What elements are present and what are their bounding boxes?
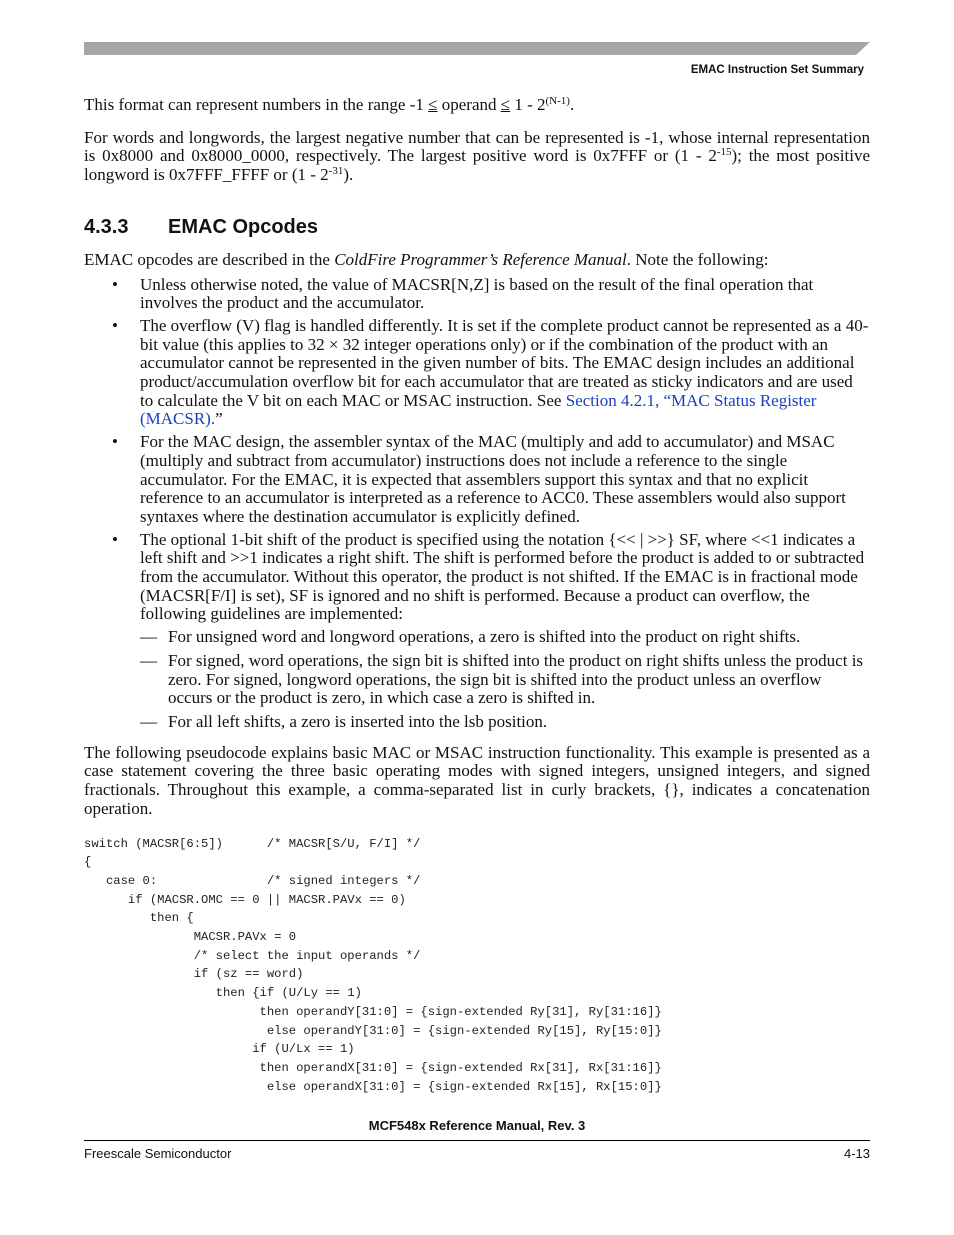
paragraph-text: . Note the following: xyxy=(626,249,769,269)
list-item xyxy=(112,652,870,708)
section-intro xyxy=(84,251,870,270)
word-range-paragraph xyxy=(84,129,870,185)
shift-guidelines-list xyxy=(112,628,870,732)
section-title: EMAC Opcodes xyxy=(168,215,319,238)
range-text: 1 - 2 xyxy=(510,95,546,114)
list-item-text: For signed, word operations, the sign bit is shifted into the product on right shifts unless the product is zero. For signed, longword operations, the sign bit is shifted into the product unless an overflow occurs or the product is zero, in which case a zero is shifted in. xyxy=(168,650,864,708)
bullet-icon: • xyxy=(112,432,118,452)
le-symbol: ≤ xyxy=(428,95,438,114)
list-item xyxy=(112,713,870,732)
running-header: EMAC Instruction Set Summary xyxy=(690,64,864,76)
list-item-text: Unless otherwise noted, the value of MACSR[N,Z] is based on the result of the final operation that involves the product and the accumulator. xyxy=(140,274,814,313)
superscript: -15 xyxy=(716,146,732,159)
pseudocode-block: switch (MACSR[6:5]) /* MACSR[S/U, F/I] */ { case 0: /* signed integers */ if (MACSR.OMC == 0 || MACSR.PAVx == 0) then { MACSR.PAVx = 0 /* select the input operands */ if (sz == word) then {if (U/Ly == 1) then operandY[31:0] = {sign-extended Ry[31], Ry[31:16]} else operandY[31:0] = {sign-extended Ry[15], Ry[15:0]} if (U/Lx == 1) then operandX[31:0] = {sign-extended Rx[31], Rx[31:16]} else operandX[31:0] = {sign-extended Rx[15], Rx[15:0]} xyxy=(84,836,662,1094)
list-item xyxy=(84,276,870,313)
range-text: This format can represent numbers in the range -1 xyxy=(84,95,429,114)
header-bar xyxy=(84,42,870,55)
list-item-text: The optional 1-bit shift of the product is specified using the notation {<< | >>} SF, where <<1 indicates a left shift and >>1 indicates a right shift. The shift is performed before the product is added to or subtracted from the accumulator. Without this operator, the product is not shifted. If the EMAC is in fractional mode (MACSR[F/I] is set), SF is ignored and no shift is performed. Because a product can overflow, the following guidelines are implemented: xyxy=(140,529,865,624)
section-heading xyxy=(84,215,870,239)
list-item-text: ” xyxy=(215,409,223,429)
paragraph-text: ); the most positive longword is 0x7FFF_FFFF or (1 - 2 xyxy=(84,146,870,185)
section-number: 4.3.3 xyxy=(84,215,129,238)
macsr-section-link[interactable]: Section 4.2.1, “MAC Status Register (MACSR). xyxy=(140,390,817,429)
opcode-notes-list xyxy=(84,276,870,732)
superscript: -31 xyxy=(328,165,344,178)
paragraph-text: EMAC opcodes are described in the xyxy=(84,249,335,269)
range-text: . xyxy=(569,95,575,114)
bullet-icon: • xyxy=(112,274,118,294)
list-item-text: For the MAC design, the assembler syntax of the MAC (multiply and add to accumulator) and MSAC (multiply and subtract from accumulator) instructions does not include a reference to the single accumulator. For the EMAC, it is expected that assemblers support this syntax and that no explicit reference to an accumulator is interpreted as a reference to ACC0. These assemblers would also support syntaxes where the destination accumulator is explicitly defined. xyxy=(140,432,846,526)
range-paragraph xyxy=(84,96,870,115)
bullet-icon: • xyxy=(112,315,118,335)
header-bar-shape xyxy=(84,42,870,55)
manual-reference: ColdFire Programmer’s Reference Manual xyxy=(334,249,627,269)
bullet-icon: • xyxy=(112,529,118,549)
list-item-text: The overflow (V) flag is handled differently. It is set if the complete product cannot be represented as a 40-bit value (this applies to 32 × 32 integer operations only) or if the combination of the product with an accumulator cannot be represented in the given number of bits. The EMAC design includes an additional product/accumulation overflow bit for each accumulator that are treated as sticky indicators and are used to calculate the V bit on each MAC or MSAC instruction. See xyxy=(140,315,869,410)
dash-icon: — xyxy=(140,650,157,670)
paragraph-text: For words and longwords, the largest negative number that can be represented is -1, whose internal representation is 0x8000 and 0x8000_0000, respectively. The largest positive word is 0x7FFF or (1 - 2 xyxy=(84,127,870,166)
list-item xyxy=(84,317,870,429)
footer-manual-title: MCF548x Reference Manual, Rev. 3 xyxy=(368,1118,586,1133)
superscript: (N-1) xyxy=(545,95,570,107)
list-item xyxy=(84,531,870,732)
list-item xyxy=(84,433,870,527)
dash-icon: — xyxy=(140,627,157,647)
le-symbol: ≤ xyxy=(500,95,511,114)
list-item-text: For all left shifts, a zero is inserted into the lsb position. xyxy=(168,711,548,731)
page-content xyxy=(84,96,870,1096)
footer-page-number: 4-13 xyxy=(843,1146,870,1161)
range-text: operand xyxy=(437,95,501,114)
paragraph-text: ). xyxy=(343,165,354,185)
list-item xyxy=(112,628,870,647)
pseudocode-intro: The following pseudocode explains basic MAC or MSAC instruction functionality. This example is presented as a case statement covering the three basic operating modes with signed integers, unsigned integers, and signed fractionals. Throughout this example, a comma-separated list in curly brackets, {}, indicates a concatenation operation. xyxy=(84,742,870,818)
footer-company: Freescale Semiconductor xyxy=(84,1146,232,1161)
footer-divider xyxy=(84,1140,870,1141)
list-item-text: For unsigned word and longword operations, a zero is shifted into the product on right shifts. xyxy=(168,627,801,647)
dash-icon: — xyxy=(140,711,157,731)
